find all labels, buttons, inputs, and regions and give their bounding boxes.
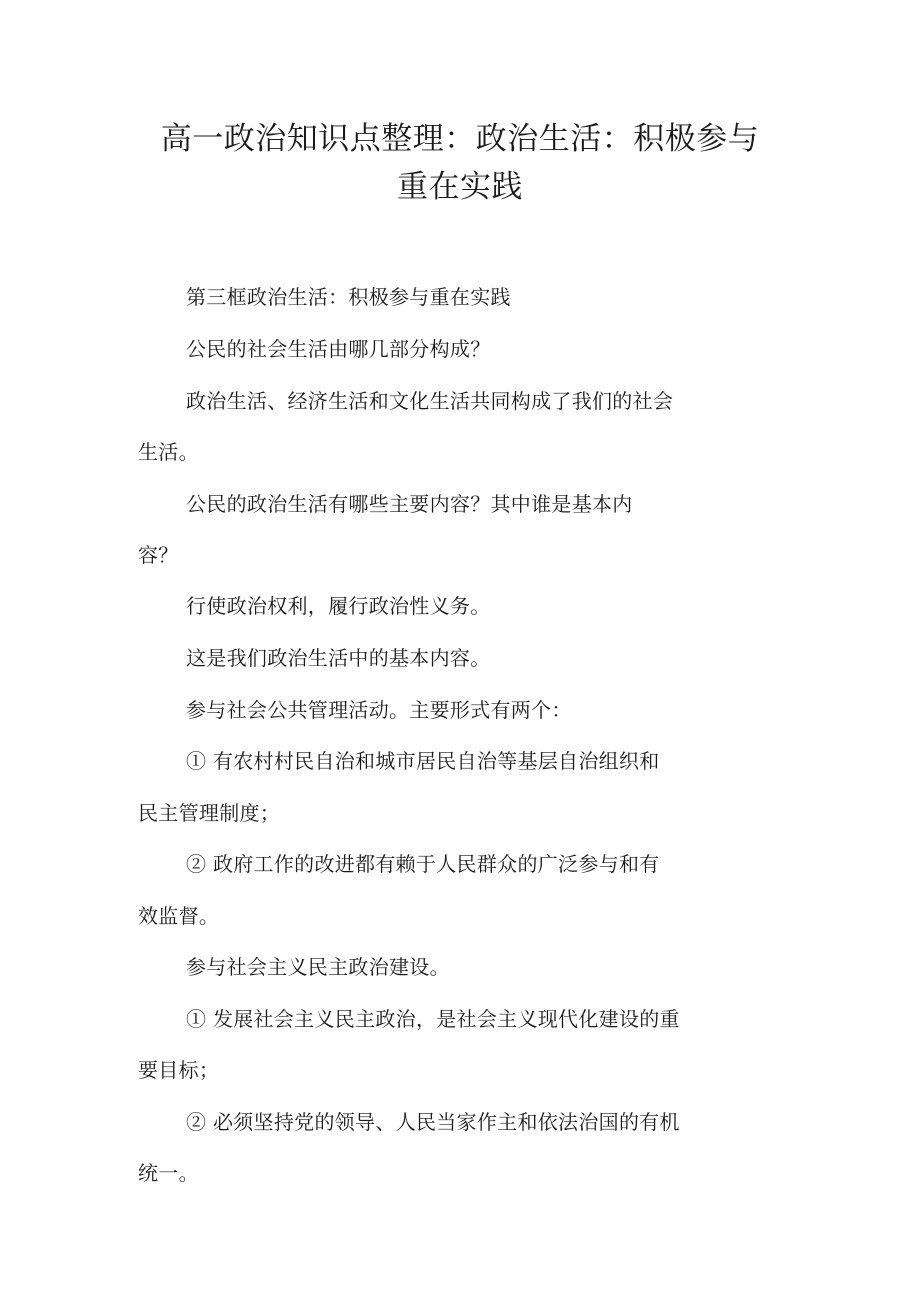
- question-continuation: 容？: [138, 543, 179, 567]
- list-item-continuation: 效监督。: [138, 904, 220, 928]
- section-heading: 第三框政治生活：积极参与重在实践: [186, 285, 511, 309]
- list-item-continuation: 民主管理制度；: [138, 801, 281, 825]
- list-item-line: ① 有农村村民自治和城市居民自治等基层自治组织和: [186, 749, 660, 773]
- list-item-line: ① 发展社会主义民主政治，是社会主义现代化建设的重: [186, 1007, 680, 1031]
- document-title-line-2: 重在实践: [397, 169, 523, 205]
- document-title-line-1: 高一政治知识点整理：政治生活：积极参与: [160, 121, 760, 157]
- answer-continuation: 生活。: [138, 440, 199, 464]
- answer-line: 这是我们政治生活中的基本内容。: [186, 646, 491, 670]
- list-item-continuation: 统一。: [138, 1161, 199, 1185]
- question-line: 公民的政治生活有哪些主要内容？其中谁是基本内: [186, 492, 633, 516]
- list-item-line: ② 政府工作的改进都有赖于人民群众的广泛参与和有: [186, 852, 660, 876]
- list-item-line: ② 必须坚持党的领导、人民当家作主和依法治国的有机: [186, 1110, 680, 1134]
- answer-line: 行使政治权利，履行政治性义务。: [186, 594, 491, 618]
- answer-line: 政治生活、经济生活和文化生活共同构成了我们的社会: [186, 389, 674, 413]
- answer-line: 参与社会公共管理活动。主要形式有两个：: [186, 698, 572, 722]
- list-item-continuation: 要目标；: [138, 1058, 220, 1082]
- answer-line: 参与社会主义民主政治建设。: [186, 955, 450, 979]
- question-line: 公民的社会生活由哪几部分构成？: [186, 337, 491, 361]
